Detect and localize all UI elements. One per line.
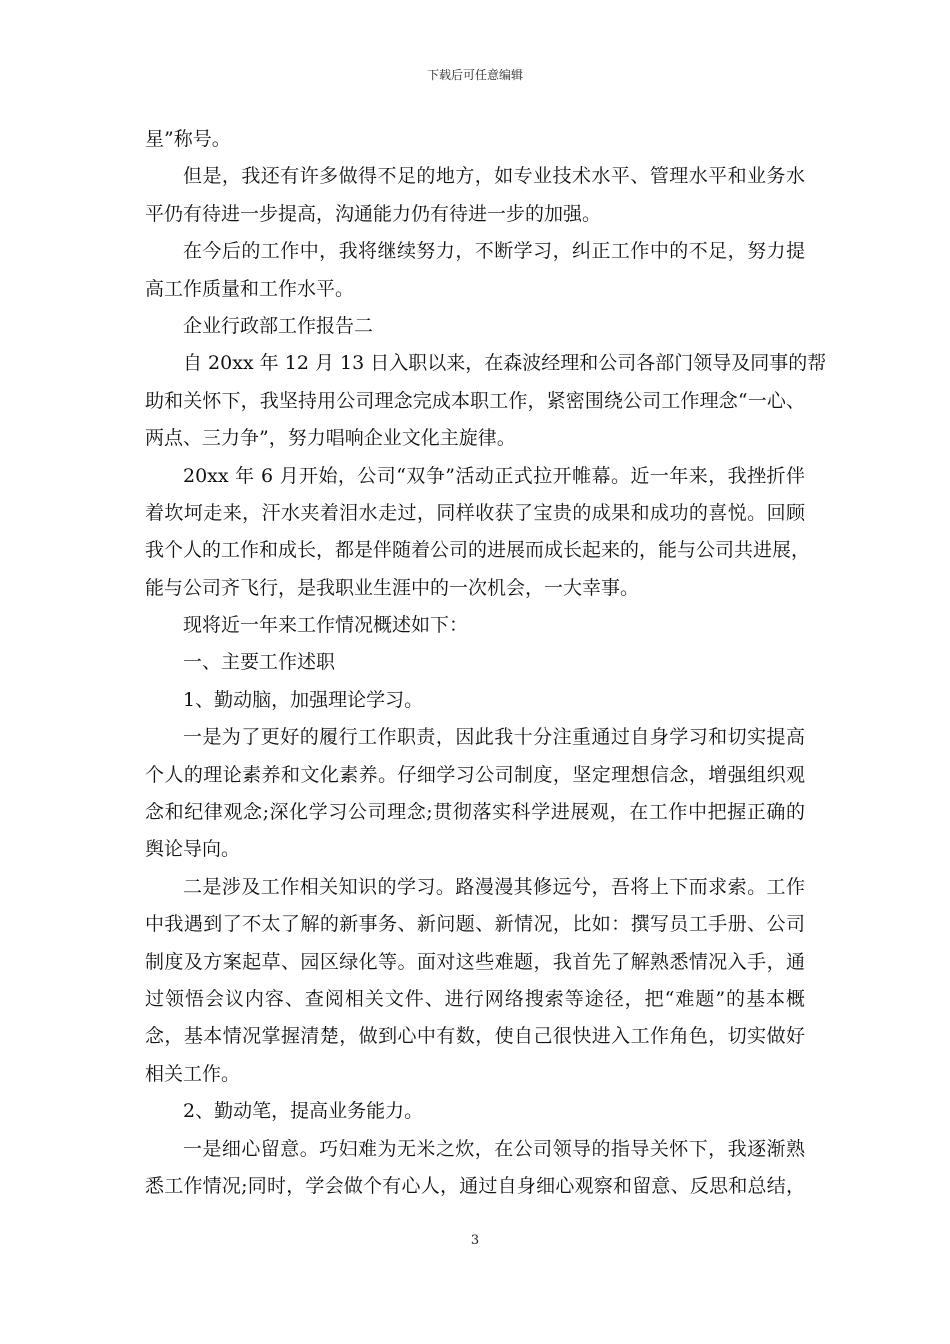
text-line: 现将近一年来工作情况概述如下： [183, 614, 469, 637]
subsection-heading: 2、勤动笔，提高业务能力。 [183, 1100, 424, 1123]
text-line: 二是涉及工作相关知识的学习。路漫漫其修远兮，吾将上下而求索。工作 [183, 875, 805, 898]
page-number: 3 [470, 1233, 480, 1248]
text-line: 着坎坷走来，汗水夹着泪水走过，同样收获了宝贵的成果和成功的喜悦。回顾 [145, 501, 805, 524]
section-heading: 一、主要工作述职 [183, 651, 336, 674]
text-line: 念，基本情况掌握清楚，做到心中有数，使自己很快进入工作角色，切实做好 [145, 1025, 805, 1048]
text-line: 个人的理论素养和文化素养。仔细学习公司制度，坚定理想信念，增强组织观 [145, 763, 805, 786]
text-line: 一是细心留意。巧妇难为无米之炊，在公司领导的指导关怀下，我逐渐熟 [183, 1137, 805, 1160]
text-line: 但是，我还有许多做得不足的地方，如专业技术水平、管理水平和业务水 [183, 165, 805, 188]
page-header: 下载后可任意编辑 [426, 68, 523, 82]
text-line: 相关工作。 [145, 1062, 241, 1085]
document-body [145, 121, 827, 1205]
text-line: 20xx 年 6 月开始，公司“双争”活动正式拉开帷幕。近一年来，我挫折伴 [183, 464, 805, 487]
text-line: 一是为了更好的履行工作职责，因此我十分注重通过自身学习和切实提高 [183, 726, 805, 749]
text-line: 能与公司齐飞行，是我职业生涯中的一次机会，一大幸事。 [145, 576, 640, 599]
text-line: 舆论导向。 [145, 838, 241, 861]
text-line: 两点、三力争”，努力唱响企业文化主旋律。 [145, 427, 516, 450]
text-line: 中我遇到了不太了解的新事务、新问题、新情况，比如：撰写员工手册、公司 [145, 913, 805, 936]
text-line: 助和关怀下，我坚持用公司理念完成本职工作，紧密围绕公司工作理念“一心、 [145, 389, 805, 412]
text-line: 我个人的工作和成长，都是伴随着公司的进展而成长起来的，能与公司共进展， [145, 539, 811, 562]
text-line: 在今后的工作中，我将继续努力，不断学习，纠正工作中的不足，努力提 [183, 240, 805, 263]
text-line: 过领悟会议内容、查阅相关文件、进行网络搜索等途径，把“难题”的基本概 [145, 987, 805, 1010]
text-line: 平仍有待进一步提高，沟通能力仍有待进一步的加强。 [145, 202, 602, 225]
text-line: 自 20xx 年 12 月 13 日入职以来，在森波经理和公司各部门领导及同事的帮 [183, 352, 827, 375]
section-heading: 企业行政部工作报告二 [183, 314, 374, 337]
text-line: 星”称号。 [145, 128, 231, 150]
text-line: 念和纪律观念;深化学习公司理念;贯彻落实科学进展观，在工作中把握正确的 [145, 801, 805, 824]
text-line: 悉工作情况;同时，学会做个有心人，通过自身细心观察和留意、反思和总结， [145, 1174, 805, 1197]
text-line: 高工作质量和工作水平。 [145, 277, 355, 300]
text-line: 制度及方案起草、园区绿化等。面对这些难题，我首先了解熟悉情况入手，通 [145, 950, 805, 973]
subsection-heading: 1、勤动脑，加强理论学习。 [183, 688, 424, 711]
